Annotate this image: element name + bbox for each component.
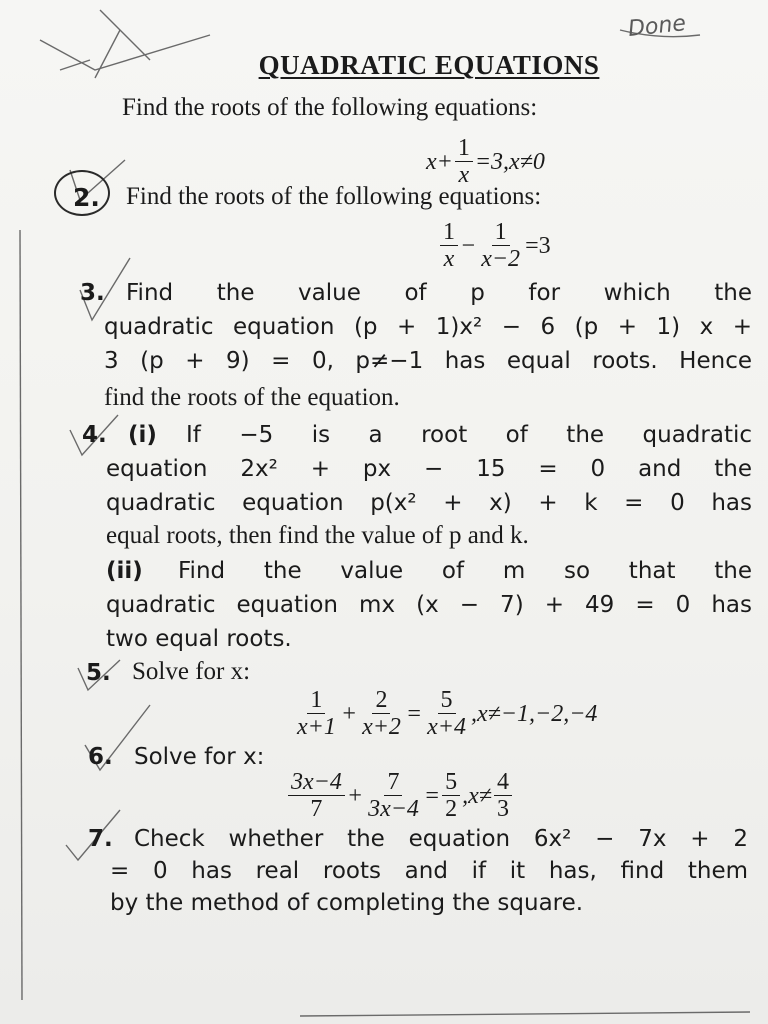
q6-text: Solve for x:: [134, 744, 265, 770]
q5-text: Solve for x:: [132, 658, 251, 685]
q4-part2-label: (ii): [106, 558, 143, 584]
q6-f2-num: 7: [384, 770, 402, 796]
q6-plus: +: [346, 782, 364, 809]
q5-f2-num: 2: [372, 688, 390, 714]
q6-f1-den: 7: [310, 796, 323, 823]
q6-fraction-2: [365, 770, 422, 823]
q4-line-3: quadratic equation p(x² + x) + k = 0 has: [106, 490, 752, 516]
q2-f2-den: x−2: [481, 246, 521, 273]
q1-text: Find the roots of the following equations:: [122, 94, 538, 121]
q6-f3-num: 5: [442, 770, 460, 796]
q5-number: 5.: [86, 660, 111, 686]
q4-part1-label: (i): [128, 422, 157, 448]
q5-fraction-3: [424, 688, 469, 741]
q5-f3-num: 5: [438, 688, 456, 714]
q1-fraction: [455, 136, 473, 189]
q6-f2-den: 3x−4: [368, 796, 419, 823]
q6-fraction-4: [494, 770, 512, 823]
q5-f2-den: x+2: [362, 714, 401, 741]
q3-line-2: quadratic equation (p + 1)x² − 6 (p + 1) x +: [104, 314, 752, 340]
q2-equation: [438, 220, 551, 273]
q5-equals: =: [405, 700, 423, 727]
q7-line-2: = 0 has real roots and if it has, find them: [110, 858, 748, 884]
q7-number: 7.: [88, 826, 113, 852]
q1-frac-den: x: [458, 162, 470, 189]
q6-equals: =: [423, 782, 441, 809]
q2-text: Find the roots of the following equations:: [126, 183, 542, 210]
q5-plus: +: [340, 700, 358, 727]
q6-f3-den: 2: [445, 796, 458, 823]
q6-f1-num: 3x−4: [288, 770, 345, 796]
q4-line-5: Find the value of m so that the: [178, 558, 752, 584]
q2-number: 2.: [73, 183, 100, 212]
q4-line-6: quadratic equation mx (x − 7) + 49 = 0 has: [106, 592, 752, 618]
done-note: Done: [626, 11, 688, 42]
page-title: QUADRATIC EQUATIONS: [258, 50, 600, 80]
q4-line-4: equal roots, then find the value of p and k.: [106, 522, 529, 549]
q6-f4-num: 4: [494, 770, 512, 796]
q6-condition: ,x≠: [462, 782, 492, 809]
q1-equation: [426, 136, 545, 189]
q4-line-2: equation 2x² + px − 15 = 0 and the: [106, 456, 752, 482]
q1-eq-post: =3,x≠0: [474, 148, 545, 175]
q6-fraction-1: [288, 770, 345, 823]
q6-equation: [286, 770, 514, 823]
q5-f1-den: x+1: [297, 714, 336, 741]
q2-f2-num: 1: [492, 220, 510, 246]
q5-fraction-2: [359, 688, 404, 741]
q5-f1-num: 1: [307, 688, 325, 714]
q2-fraction-2: [478, 220, 523, 273]
q4-line-7: two equal roots.: [106, 626, 292, 652]
q5-condition: ,x≠−1,−2,−4: [470, 700, 598, 727]
q4-number: 4.: [82, 422, 107, 448]
q3-line-1: Find the value of p for which the: [126, 280, 752, 306]
q2-fraction-1: [440, 220, 458, 273]
q7-line-3: by the method of completing the square.: [110, 890, 584, 916]
q6-f4-den: 3: [496, 796, 509, 823]
q3-number: 3.: [80, 280, 105, 306]
q2-eq-post: =3: [525, 232, 551, 259]
q1-frac-num: 1: [455, 136, 473, 162]
q1-eq-pre: x+: [426, 148, 453, 175]
q2-f1-den: x: [443, 246, 455, 273]
q7-line-1: Check whether the equation 6x² − 7x + 2: [134, 826, 748, 852]
q2-f1-num: 1: [440, 220, 458, 246]
q6-fraction-3: [442, 770, 460, 823]
q3-line-4: find the roots of the equation.: [104, 384, 400, 411]
q4-line-1: If −5 is a root of the quadratic: [186, 422, 752, 448]
q5-equation: [292, 688, 597, 741]
q5-f3-den: x+4: [427, 714, 466, 741]
q3-line-3: 3 (p + 9) = 0, p≠−1 has equal roots. Hence: [104, 348, 752, 374]
q5-fraction-1: [294, 688, 339, 741]
q6-number: 6.: [88, 744, 113, 770]
q2-minus: −: [460, 232, 477, 259]
